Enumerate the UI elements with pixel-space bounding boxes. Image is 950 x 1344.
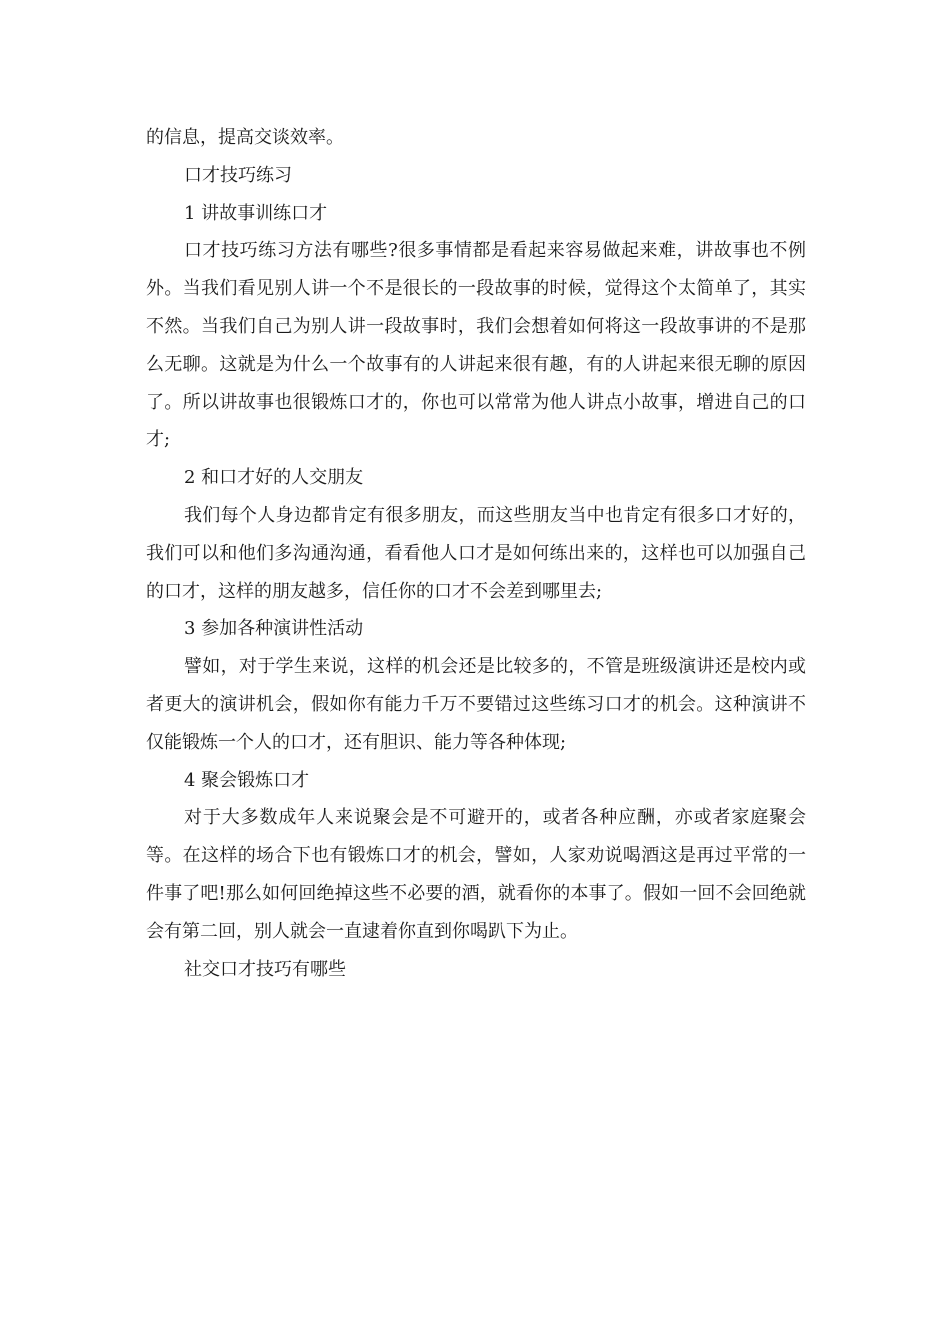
subsection-heading: 4 聚会锻炼口才 (184, 769, 310, 791)
paragraph-continued: 的信息，提高交谈效率。 (146, 127, 344, 148)
body-paragraph: 我们每个人身边都肯定有很多朋友，而这些朋友当中也肯定有很多口才好的，我们可以和他们多沟通沟通，看看他人口才是如何练出来的，这样也可以加强自己的口才，这样的朋友越多，信任你的口才不会差到哪里去; (146, 504, 806, 602)
subsection-heading: 1 讲故事训练口才 (184, 202, 328, 224)
body-paragraph: 对于大多数成年人来说聚会是不可避开的，或者各种应酬，亦或者家庭聚会等。在这样的场合下也有锻炼口才的机会，譬如，人家劝说喝酒这是再过平常的一件事了吧!那么如何回绝掉这些不必要的酒，就看你的本事了。假如一回不会回绝就会有第二回，别人就会一直逮着你直到你喝趴下为止。 (146, 807, 806, 942)
section-heading: 口才技巧练习 (184, 164, 292, 186)
body-paragraph: 口才技巧练习方法有哪些?很多事情都是看起来容易做起来难，讲故事也不例外。当我们看见别人讲一个不是很长的一段故事的时候，觉得这个太简单了，其实不然。当我们自己为别人讲一段故事时，我们会想着如何将这一段故事讲的不是那么无聊。这就是为什么一个故事有的人讲起来很有趣，有的人讲起来很无聊的原因了。所以讲故事也很锻炼口才的，你也可以常常为他人讲点小故事，增进自己的口才; (146, 240, 806, 451)
document-body (146, 119, 806, 988)
subsection-heading: 2 和口才好的人交朋友 (184, 467, 364, 489)
subsection-heading: 3 参加各种演讲性活动 (184, 618, 364, 640)
section-heading: 社交口才技巧有哪些 (184, 958, 346, 980)
body-paragraph: 譬如，对于学生来说，这样的机会还是比较多的，不管是班级演讲还是校内或者更大的演讲机会，假如你有能力千万不要错过这些练习口才的机会。这种演讲不仅能锻炼一个人的口才，还有胆识、能力等各种体现; (146, 656, 806, 753)
